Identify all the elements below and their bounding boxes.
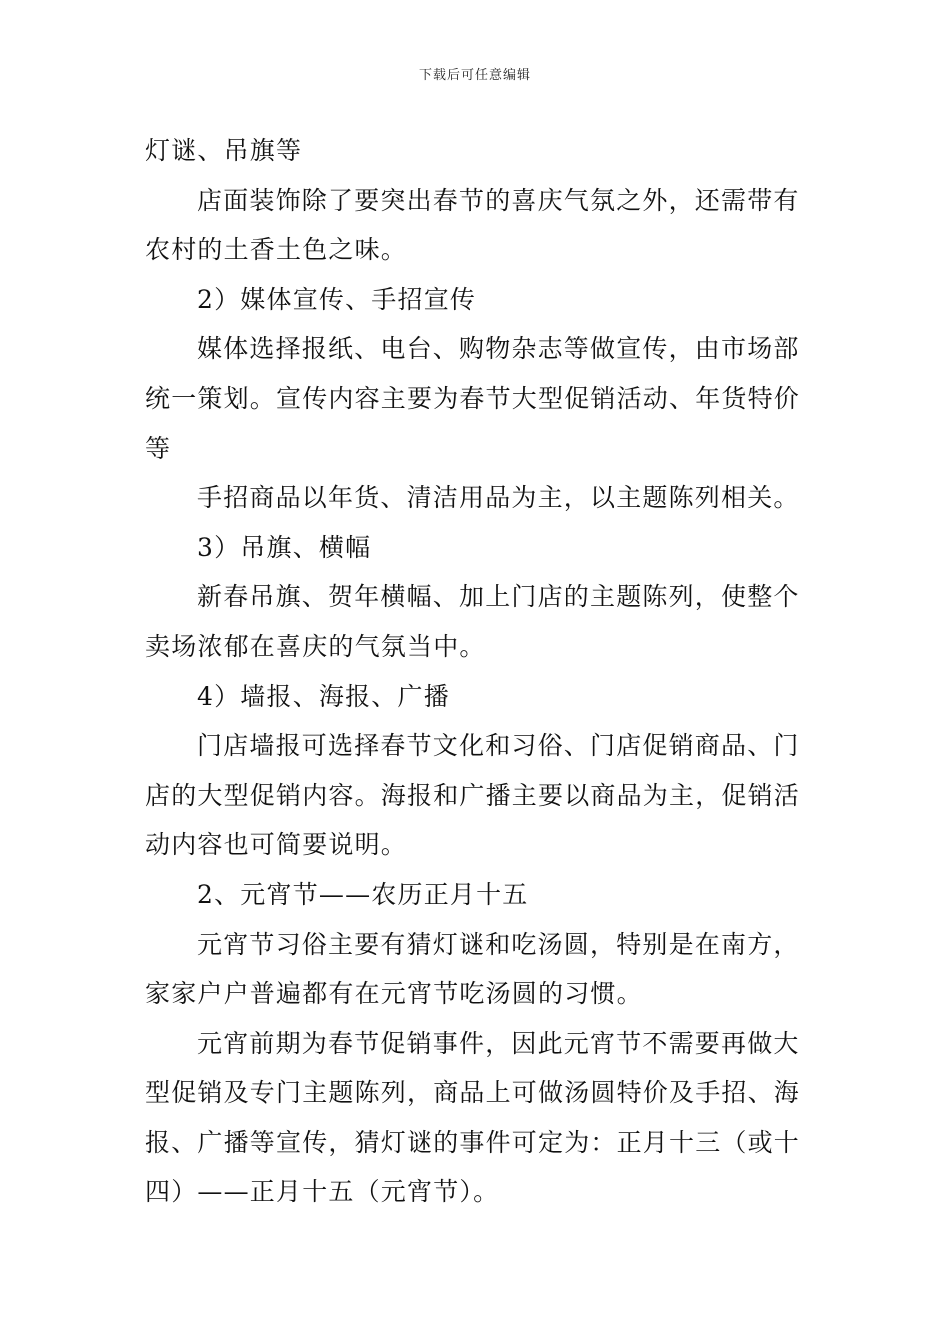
document-body <box>145 126 810 1217</box>
text-line: 新春吊旗、贺年横幅、加上门店的主题陈列，使整个 <box>197 582 800 612</box>
text-line: 四）——正月十五（元宵节）。 <box>145 1177 500 1207</box>
text-line: 2、元宵节——农历正月十五 <box>197 879 529 909</box>
text-line: 媒体选择报纸、电台、购物杂志等做宣传，由市场部 <box>197 334 800 364</box>
text-line: 等 <box>145 433 172 463</box>
text-line: 动内容也可简要说明。 <box>145 830 408 860</box>
text-line: 手招商品以年货、清洁用品为主，以主题陈列相关。 <box>197 483 800 513</box>
page-header-note: 下载后可任意编辑 <box>418 68 531 83</box>
text-line: 灯谜、吊旗等 <box>145 136 303 165</box>
text-line: 2）媒体宣传、手招宣传 <box>197 284 477 314</box>
text-line: 店面装饰除了要突出春节的喜庆气氛之外，还需带有 <box>197 185 800 215</box>
text-line: 4）墙报、海报、广播 <box>197 681 450 711</box>
text-line: 统一策划。宣传内容主要为春节大型促销活动、年货特价 <box>145 383 801 413</box>
text-line: 门店墙报可选择春节文化和习俗、门店促销商品、门 <box>197 731 800 761</box>
text-line: 报、广播等宣传，猜灯谜的事件可定为：正月十三（或十 <box>145 1127 801 1157</box>
text-line: 元宵节习俗主要有猜灯谜和吃汤圆，特别是在南方， <box>197 929 800 959</box>
text-line: 型促销及专门主题陈列，商品上可做汤圆特价及手招、海 <box>145 1078 801 1108</box>
text-line: 家家户户普遍都有在元宵节吃汤圆的习惯。 <box>145 979 643 1009</box>
text-line: 元宵前期为春节促销事件，因此元宵节不需要再做大 <box>197 1028 800 1058</box>
text-line: 3）吊旗、横幅 <box>197 532 372 562</box>
text-line: 店的大型促销内容。海报和广播主要以商品为主，促销活 <box>145 780 801 810</box>
text-line: 卖场浓郁在喜庆的气氛当中。 <box>145 631 486 661</box>
text-line: 农村的土香土色之味。 <box>145 235 408 265</box>
